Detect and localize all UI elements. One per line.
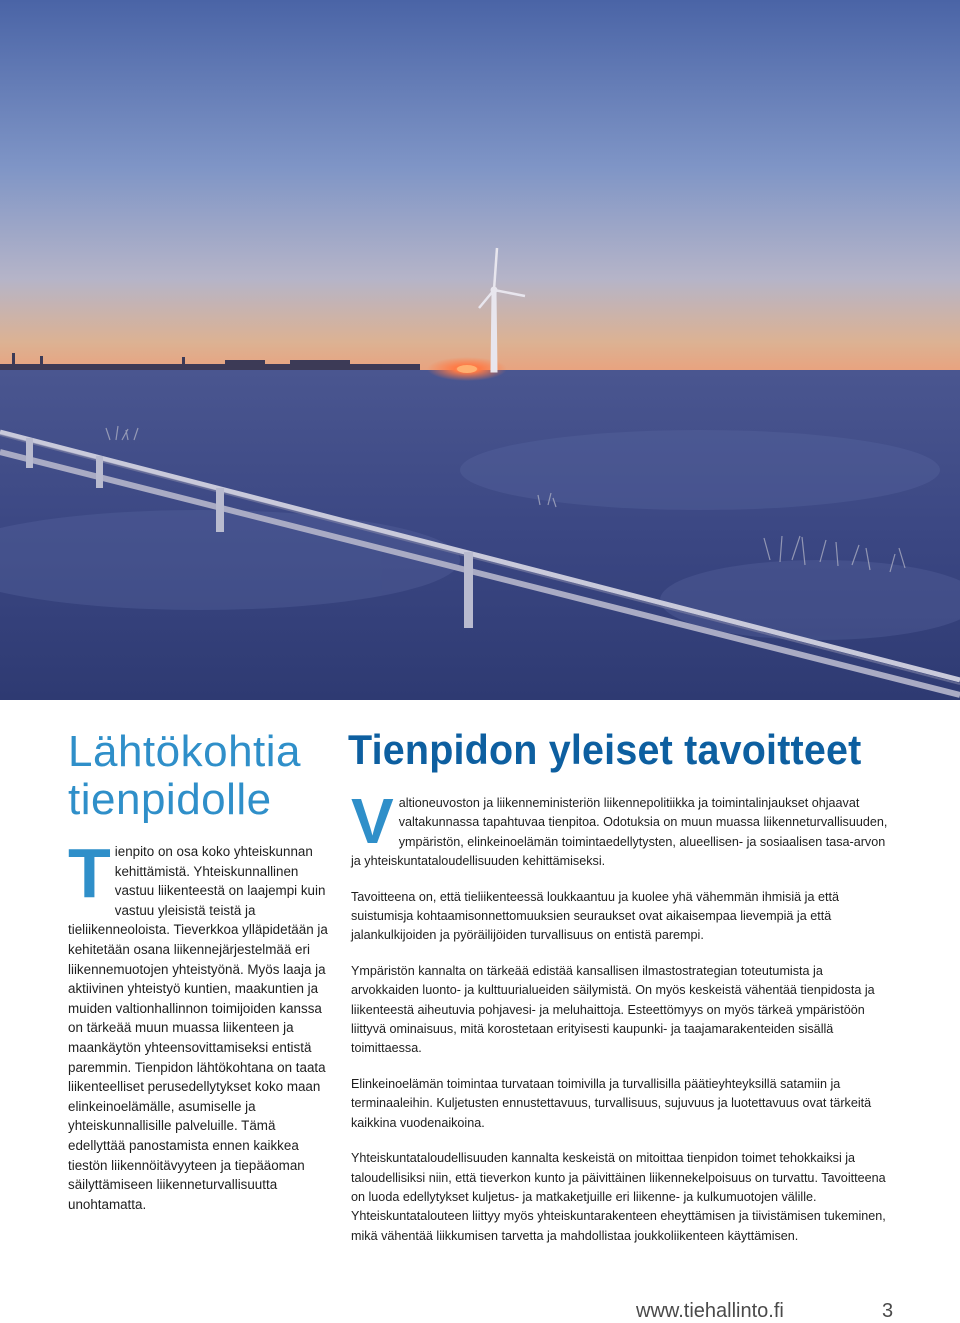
main-paragraph-5: Yhteiskuntataloudellisuuden kannalta keskeistä on mitoittaa tienpidon toimet tehokkaiksi ja taloudellisiksi niin, että tieverkon kunto ja päivittäinen liikennekelpoisuus on turvattu. Tavoitteena on luoda edellytykset kuljetus- ja matkaketjuille eri liikenne- ja kulkumuotojen välille. Yhteiskuntatalouteen liittyy myös yhteiskuntarakenteen eheyttämisen ja tiivistämisen tukeminen, mikä vähentää liikkumisen tarvetta ja mahdollistaa joukkoliikenteen käyttämisen. <box>351 1151 886 1243</box>
main-paragraph-2: Tavoitteena on, että tieliikenteessä loukkaantuu ja kuolee yhä vähemmän ihmisiä ja että suistumisja kohtaamisonnettomuuksien seuraukset ovat aikaisempaa lievempiä ja että jalankulkijoiden ja pyöräilijöiden turvallisuus on entistä parempi. <box>351 889 839 943</box>
main-paragraph-3: Ympäristön kannalta on tärkeää edistää kansallisen ilmastostrategian toteutumista ja arvokkaiden luonto- ja kulttuurialueiden säilymistä. On myös keskeistä vähentää tienpidosta ja liikenteestä aiheutuvia pohjavesi- ja meluhaittoja. Esteettömyys on myös tärkeä ympäristöön liittyvä ominaisuus, mitä korostetaan erityisesti kaupunki- ja taajamarakenteiden sisällä toimittaessa. <box>351 963 875 1056</box>
sidebar-title: Lähtökohtia tienpidolle <box>68 727 302 824</box>
main-paragraph-1: V altioneuvoston ja liikenneministeriön liikennepolitiikka ja toimintalinjaukset ohjaavat valtakunnassa tapahtuvaa tienpitoa. Odotuksia on muun muassa liikenneturvallisuuden, ympäristön, elinkeinoelämän toimintaedellytysten, alueellisen- ja sosiaalisen tasa-arvon ja yhteiskuntataloudellisuuden kehittämiseksi. <box>351 785 888 869</box>
main-title: Tienpidon yleiset tavoitteet <box>348 726 862 773</box>
main-text <box>351 785 891 1262</box>
dropcap-t: T <box>68 834 111 912</box>
footer-url-link[interactable]: www.tiehallinto.fi <box>636 1300 784 1322</box>
dropcap-v: V <box>351 785 394 857</box>
sidebar-text <box>68 834 330 1214</box>
main-paragraph-4: Elinkeinoelämän toimintaa turvataan toimivilla ja turvallisilla päätieyhteyksillä satamiin ja terminaaleihin. Kuljetusten ennustettavuus, turvallisuus, sujuvuus ja luotettavuus ovat tärkeitä kaikkina vuodenaikoina. <box>351 1076 872 1130</box>
page-number: 3 <box>882 1300 894 1322</box>
sidebar-paragraph: ienpito on osa koko yhteiskunnan kehittämistä. Yhteiskunnallinen vastuu liikenteestä on laajempi kuin vastuu yleisistä teistä ja tieliikenneoloista. Tieverkkoa ylläpidetään ja kehitetään osana liikennejärjestelmää eri liikennemuotojen yhteistyönä. Myös laaja ja aktiivinen yhteistyö kuntien, maakuntien ja muiden valtionhallinnon toimijoiden kanssa on tärkeää muun muassa liikenteen ja maankäytön yhteensovittamiseksi entistä paremmin. Tienpidon lähtökohtana on taata liikenteelliset perusedellytykset koko maan elinkeinoelämälle, asumiselle ja yhteiskunnallisille palveluille. Tämä edellyttää panostamista ennen kaikkea tiestön liikennöitävyyteen ja tiepääoman säilyttämiseen liikenneturvallisuutta unohtamatta. <box>68 844 328 1212</box>
